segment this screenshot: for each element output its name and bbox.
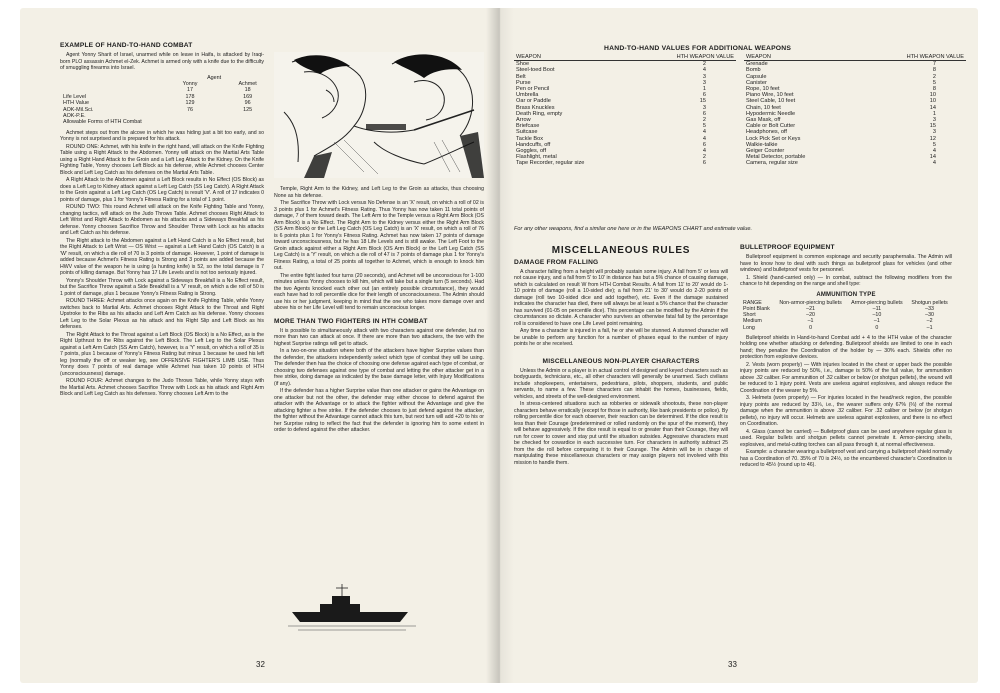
weapon-name: Briefcase bbox=[516, 123, 540, 130]
weapon-name: Tackle Box bbox=[516, 135, 544, 142]
weapon-name: Purse bbox=[516, 79, 531, 86]
left-page-number: 32 bbox=[256, 660, 265, 669]
ammo-cell: –21 bbox=[806, 305, 815, 312]
stats-achmet: 169 bbox=[243, 93, 253, 100]
ammo-cell: –11 bbox=[872, 305, 882, 312]
ammo-cell: –10 bbox=[872, 312, 882, 319]
paragraph: If the defender has a higher Surprise value than one attacker or gains the Advantage on one attacker but not the other, the defender may either choose to defend against the attacker with the Advantage or to attack the fighter without the Advantage and give the attacking fighter a free strike. If the defender chooses to just defend against the attacker, the fighter without the Advantage cannot attack this turn, but next turn will add +20 to his or her Surprise rating to reflect the fact that the defender is ignoring him to some extent in order to defend against the other attacker. bbox=[274, 388, 484, 433]
weapon-name: Suitcase bbox=[516, 129, 538, 136]
stats-agent-label: Agent bbox=[207, 74, 222, 81]
paragraph: The Sacrifice Throw with Lock versus No Defense is an 'X' result, on which a roll of 02 is 3 points plus 1 for Achmet's Fitness Rating. Thus Yonny has now taken 11 total points of damage, 7 of them toward death. The Left Arm to the Temple versus a Right Arm Block (OS Arm Block) is a No Effect. The Right Arm to the Kidney versus either the Right Arm Block (SS Arm Block) or the Left Leg Catch (OS Leg Catch) is an 'X' result, on which a roll of 76 is 6 points plus 1 for Yonny's Fitness Rating. Achmet has now taken 17 points of damage toward unconsciousness, but he has 18 Life Levels and is still awake. The Left Foot to the Groin attack against either a Right Arm Block (OS Arm Block) or the Left Leg Catch (SS Leg Catch) is a 'Y' result, on which a die roll of 47 is 7 points of damage plus 1 for Yonny's Fitness Rating, a total of 25 points all together to Achmet, which is enough to knock him out. bbox=[274, 200, 484, 271]
character-stats-table bbox=[60, 75, 264, 126]
bulletproof-body bbox=[740, 335, 952, 469]
weapon-name: Metal Detector, portable bbox=[746, 154, 806, 161]
stats-achmet: 96 bbox=[244, 100, 251, 107]
weapon-name: Belt bbox=[516, 73, 526, 80]
example-title: EXAMPLE OF HAND-TO-HAND COMBAT bbox=[60, 42, 193, 49]
paragraph: ROUND TWO: This round Achmet will attack on the Knife Fighting Table and Yonny, changing tactics, will attack on the Judo Throws Table. Achmet chooses Right Attack to Left Wrist and Right Attack to Abdomen as his attacks and a Sideways Breakfall as his defense. Yonny chooses Sacrifice Throw and Shoulder Throw with Lock as his attacks and Left Catch as his defense. bbox=[60, 204, 264, 237]
npc-body bbox=[514, 368, 728, 467]
stats-row bbox=[60, 119, 264, 125]
weapon-name: Lock Pick Set or Keys bbox=[746, 135, 801, 142]
weapon-value: 4 bbox=[932, 148, 936, 155]
stats-label: AOK-Mil.Sci. bbox=[63, 106, 94, 113]
weapon-value: 4 bbox=[932, 160, 936, 167]
right-page-number: 33 bbox=[728, 660, 737, 669]
weapon-value: 3 bbox=[702, 73, 706, 80]
stats-achmet bbox=[231, 119, 264, 125]
weapon-value: 7 bbox=[932, 61, 936, 68]
weapon-name: Grenade bbox=[746, 61, 768, 68]
boat-illustration bbox=[288, 582, 416, 634]
weapon-row bbox=[744, 160, 966, 166]
weapon-name: Arrow bbox=[516, 117, 531, 124]
weapon-value: 1 bbox=[932, 110, 936, 117]
weapon-name: Flashlight, metal bbox=[516, 154, 557, 161]
weapon-value: 15 bbox=[699, 98, 706, 105]
weapon-value: 1 bbox=[702, 86, 706, 93]
stats-col-yonny: Yonny bbox=[182, 80, 198, 87]
weapon-value: 5 bbox=[932, 141, 936, 148]
fighters-drawing bbox=[274, 52, 484, 178]
weapon-name: Canister bbox=[746, 79, 767, 86]
weapon-name: Death Ring, empty bbox=[516, 110, 563, 117]
ammo-header-cell: Shotgun pellets bbox=[911, 299, 948, 306]
paragraph: Yonny's Shoulder Throw with Lock against a Sideways Breakfall is a No Effect result, but the Sacrifice Throw against a Side Breakfall is a 'V' result, on which a die roll of 50 is 1 point of damage, plus 1 because Yonny's Fitness Rating is Strong. bbox=[60, 277, 264, 297]
paragraph: 2. Vests (worn properly) — With injuries located in the chest or upper back the possible injury points are reduced by 50%, i.e., damage is 50% of the full value, for ammunition above .32 caliber. For ammunition of .32 caliber or below (or shotgun pellets), the wound will be reduced to 1 injury point. Vests are useless against explosives, and always reduce the Coordination of the wearer by 5%. bbox=[740, 361, 952, 394]
weapon-name: Piano Wire, 10 feet bbox=[746, 92, 794, 99]
stats-yonny: 129 bbox=[185, 100, 195, 107]
weapon-value: 4 bbox=[702, 67, 706, 74]
section-more-fighters-title: MORE THAN TWO FIGHTERS IN HTH COMBAT bbox=[274, 317, 428, 325]
paragraph: Example: a character wearing a bulletproof vest and carrying a bulletproof shield normally has a Coordination of 70. 35% of 70 is 24½, so the encumbered character's Coordination is reduced to 45½ (round up to 46). bbox=[740, 449, 952, 469]
stats-spacer bbox=[204, 119, 231, 125]
section-more-fighters-body bbox=[274, 328, 484, 434]
weapon-name: Geiger Counter bbox=[746, 148, 785, 155]
ammo-cell: –1 bbox=[873, 318, 880, 325]
paragraph: 3. Helmets (worn properly) — For injuries located in the head/neck region, the possible injury points are reduced by 33⅓, i.e., the wearer suffers only 67% (⅔) of the normal damage when the ammunition is above .32 caliber. For .32 caliber or below (or shotgun pellets), no injury will occur. Helmets are useless against explosives, and there is no effect on Coordination. bbox=[740, 395, 952, 428]
ammo-cell: Long bbox=[743, 324, 755, 331]
ammo-cell: –20 bbox=[806, 312, 815, 319]
weapon-name: Headphones, off bbox=[746, 129, 787, 136]
weapon-name: Capsule bbox=[746, 73, 767, 80]
weapon-row bbox=[744, 61, 966, 68]
weapon-name: Rope, 10 feet bbox=[746, 86, 780, 93]
weapon-name: Shoe bbox=[516, 61, 530, 68]
weapon-row bbox=[514, 160, 736, 166]
weapon-value: 14 bbox=[929, 104, 936, 111]
weapons-table-note: For any other weapons, find a similar one here or in the WEAPONS CHART and estimate value. bbox=[514, 226, 753, 232]
paragraph: 4. Glass (cannot be carried) — Bulletproof glass can be used anywhere regular glass is used. Regular bullets and shotgun pellets cannot penetrate it. Armor-piercing shells, explosives, and metal-cutting torches can all pass through it, at normal effectiveness. bbox=[740, 428, 952, 448]
weapons-right-header bbox=[744, 54, 966, 61]
weapon-name: Walkie-talkie bbox=[746, 141, 778, 148]
weapons-right-header-value: HTH WEAPON VALUE bbox=[857, 54, 966, 61]
stats-achmet: 125 bbox=[243, 106, 253, 113]
weapon-value: 15 bbox=[929, 123, 936, 130]
paragraph: ROUND ONE: Achmet, with his knife in the right hand, will attack on the Knife Fighting Table using a Right Attack to the Abdomen. Yonny will attack on the Martial Arts Table using a Right Hand Attack to the Groin and a Left Leg Attack to the Kidney. On the Knife Fighting Table, Yonny chooses Left Block as his defense, while Achmet chooses Center Block and Left Leg Catch as his defenses on the Martial Arts Table. bbox=[60, 143, 264, 176]
stats-yonny: 76 bbox=[187, 106, 194, 113]
weapon-name: Oar or Paddle bbox=[516, 98, 551, 105]
weapons-table-title: HAND-TO-HAND VALUES FOR ADDITIONAL WEAPONS bbox=[604, 45, 792, 52]
paragraph: In a two-on-one situation where both of the attackers have higher Surprise values than the defender, the attackers independently select which type of combat they will be using. The defender then has the choice of choosing one defense against each type of combat, or choosing two defenses against one type of combat and letting the other attacker get in a free strike, doing damage as indicated by the base damage letter, with Injury Modifications (if any). bbox=[274, 348, 484, 387]
weapon-name: Goggles, off bbox=[516, 148, 547, 155]
weapon-row bbox=[514, 61, 736, 68]
paragraph: A Right Attack to the Abdomen against a Left Block results in No Effect (OS Block) as does a Left Leg to Kidney attack against a Left Leg Catch (SS Leg Catch). A Right Attack to the Groin against a Left Leg Catch (OS Leg Catch) is result 'V'. A roll of 17 indicates 0 points of damage, plus 1 for Yonny's Fitness Rating for a total of 1 point. bbox=[60, 177, 264, 203]
falling-title: DAMAGE FROM FALLING bbox=[514, 258, 599, 266]
weapon-value: 2 bbox=[932, 73, 936, 80]
example-intro: Agent Yonny Sharit of Israel, unarmed while on leave in Haifa, is attacked by Iraqi-born PLO assassin Achmet el-Zek. Achmet is armed only with a knife due to the difficulty of smuggling firearms into Israel. bbox=[60, 52, 264, 71]
weapon-name: Hypodermic Needle bbox=[746, 110, 796, 117]
paragraph: Unless the Admin or a player is in actual control of designed and keyed characters such as bodyguards, technicians, etc., all other characters will generally be unarmed. Such civilians include shopkeepers, entertainers, pedestrians, pilots, shoppers, students, and public servants, to name a few. These characters can inhabit the homes, businesses, fields, vehicles, and streets of the well-designed environment. bbox=[514, 367, 728, 400]
paragraph: Temple, Right Arm to the Kidney, and Left Leg to the Groin as attacks, thus choosing None as his defense. bbox=[274, 186, 484, 199]
weapon-value: 5 bbox=[932, 79, 936, 86]
left-page bbox=[20, 8, 500, 683]
weapon-value: 3 bbox=[932, 117, 936, 124]
paragraph: Bulletproof shields in Hand-to-hand Combat add + 4 to the HTH value of the character holding one whether attacking or defending. Bulletproof shields are limited to one in each hand; they penalize the Coordination of the holder by — 30% each. Shields offer no protection from explosive devices. bbox=[740, 334, 952, 361]
weapon-name: Gas Mask, off bbox=[746, 117, 781, 124]
paragraph: It is possible to simultaneously attack with two characters against one defender, but no more than two can attack at once. If there are more than two attackers, the two with the highest Surprise ratings will get to attack. bbox=[274, 327, 484, 347]
weapon-name: Cable or Bolt Cutter bbox=[746, 123, 796, 130]
left-column-1 bbox=[60, 42, 264, 399]
paragraph: The Right Attack to the Throat against a Left Block (OS Block) is a No Effect, as is the Right Upthrust to the Ribs against the Left Block. The Left Leg to the Solar Plexus against a Left Arm Catch (SS Arm Catch), however, is a 'Y' result, on which a roll of 35 is 7 points, plus 1 because of Yonny's Fitness Rating but minus 1 because he used his left leg (normally the off or weaker leg, see OFFENSIVE FIGHTER'S LIMB USE. Thus Yonny does 7 points of real damage while Achmet has taken 10 points of HTH (unconsciousness) damage. bbox=[60, 331, 264, 377]
weapon-value: 2 bbox=[702, 117, 706, 124]
left-column-2-body bbox=[274, 186, 484, 312]
npc-title: MISCELLANEOUS NON-PLAYER CHARACTERS bbox=[542, 357, 700, 365]
weapon-name: Tape Recorder, regular size bbox=[516, 160, 585, 167]
paragraph: ROUND FOUR: Achmet changes to the Judo Throws Table, while Yonny stays with the Martial Arts. Achmet chooses Sacrifice Throw with Lock as his attack and Right Arm Block and Left Leg Catch as his defenses. Yonny chooses Left Arm to the bbox=[60, 378, 264, 398]
weapon-value: 3 bbox=[932, 129, 936, 136]
ammo-title: AMMUNITION TYPE bbox=[816, 291, 876, 298]
stats-yonny bbox=[176, 119, 204, 125]
weapon-name: Handcuffs, off bbox=[516, 141, 551, 148]
weapon-value: 3 bbox=[702, 79, 706, 86]
weapon-value: 6 bbox=[702, 110, 706, 117]
ammo-table bbox=[740, 300, 952, 331]
ammo-cell: 0 bbox=[875, 324, 879, 331]
paragraph: In stress-centered situations such as robberies or sidewalk shootouts, these non-player characters behave erratically (except for those in authority, like bank presidents or police). By rolling percentile dice for each observer, their reaction can be determined. If the dice result is less than their Courage (predetermined or rolled randomly on the spur of the moment), they will behave aggressively. If the dice result is equal to or greater than their Courage, they will run for cover to cower and stay put until the situation subsides. Aggressive characters must be checked for cowardice in each successive turn. For characters in authority subtract 25 from the die roll before comparing it to their Courage. The Admin will be in charge of manipulating these miscellaneous characters or may assign players not involved with this mission to handle them. bbox=[514, 401, 728, 466]
ammo-header-cell: Armor-piercing bullets bbox=[851, 299, 903, 306]
weapon-value: 8 bbox=[932, 67, 936, 74]
stats-label: Life Level bbox=[63, 93, 87, 100]
weapon-value: 2 bbox=[702, 61, 706, 68]
weapon-value: 12 bbox=[929, 135, 936, 142]
stats-yonny: 17 bbox=[187, 87, 194, 94]
weapons-left-header-weapon: WEAPON bbox=[514, 54, 634, 61]
weapon-value: 4 bbox=[702, 129, 706, 136]
right-column-1 bbox=[514, 240, 728, 467]
stats-col-achmet: Achmet bbox=[238, 80, 257, 87]
ammo-header-cell: RANGE bbox=[743, 299, 762, 306]
weapons-left-header-value: HTH WEAPON VALUE bbox=[634, 54, 736, 61]
weapon-name: Umbrella bbox=[516, 92, 539, 99]
stats-achmet: 18 bbox=[244, 87, 251, 94]
stats-label: HTH Value bbox=[63, 100, 89, 107]
falling-body bbox=[514, 269, 728, 348]
weapon-value: 3 bbox=[702, 104, 706, 111]
ammo-cell: Point Blank bbox=[743, 305, 770, 312]
right-page bbox=[500, 8, 978, 683]
weapon-name: Steel Cable, 10 feet bbox=[746, 98, 796, 105]
weapon-value: 6 bbox=[702, 160, 706, 167]
weapon-value: 4 bbox=[702, 135, 706, 142]
weapon-value: 2 bbox=[702, 154, 706, 161]
weapons-right-header-weapon: WEAPON bbox=[744, 54, 857, 61]
bulletproof-item-1: 1. Shield (hand-carried only) — In combat, subtract the following modifiers from the chance to hit depending on the range and shell type: bbox=[740, 274, 952, 287]
paragraph: Achmet steps out from the alcove in which he was hiding just a bit too early, and so Yonny is not surprised and is prepared for his attack. bbox=[60, 129, 264, 143]
stats-yonny: 178 bbox=[185, 93, 195, 100]
weapon-value: 5 bbox=[702, 123, 706, 130]
paragraph: A character falling from a height will probably sustain some injury. A fall from 5' or less will not cause injury, and a fall from 5' to 10' in distance has but a 5% chance of causing damage, which is calculated on result W from HTH Combat Results. A fall from 11' to 20' would do 1-10 points of damage (roll a 10-sided die); a fall from 21' to 30' would do 2-20 points of damage (roll two 10-sided dice and add together), etc. Even if the damage sustained indicates the character has died, there will always be at least a 5% chance that the character has survived (01-05 on percentile dice). This percentage can be modified by the Admin if the circumstances so dictate. A character who survives an otherwise fatal fall by the percentage roll is considered to have one Life Level point remaining. bbox=[514, 268, 728, 327]
combat-illustration bbox=[274, 52, 484, 178]
weapon-name: Brass Knuckles bbox=[516, 104, 555, 111]
weapon-value: 4 bbox=[702, 148, 706, 155]
bulletproof-intro: Bulletproof equipment is common espionage and security paraphernalia. The Admin will have to know how to deal with such things as bulletproof glass for vehicles (and other windows) and bulletproof vests for personnel. bbox=[740, 254, 952, 273]
right-column-2 bbox=[740, 242, 952, 470]
weapon-name: Steel-toed Boot bbox=[516, 67, 555, 74]
weapon-name: Pen or Pencil bbox=[516, 86, 550, 93]
boat-drawing bbox=[288, 582, 416, 634]
ammo-cell: –33 bbox=[925, 305, 934, 312]
stats-label: Allowable Forms of HTH Combat bbox=[63, 119, 142, 126]
ammo-cell: 0 bbox=[809, 324, 813, 331]
weapon-value: 10 bbox=[929, 92, 936, 99]
ammo-cell: Short bbox=[743, 312, 756, 319]
paragraph: Any time a character is injured in a fall, he or she will be stunned. A stunned character will be unable to perform any function for a number of phases equal to the number of injury points he or she received. bbox=[514, 328, 728, 347]
paragraph: The entire fight lasted four turns (20 seconds), and Achmet will be unconscious for 1-100 minutes unless Yonny chooses to kill him, which will take but a single turn (5 seconds). Had the two Agents knocked each other out (an entirely possible circumstance), they would each have had to roll percentile dice for their length of unconsciousness. The Admin should use his or her judgment, keeping in mind that the one who takes more damage over and above his or her Life Level will tend to remain unconscious longer. bbox=[274, 272, 484, 311]
ammo-cell: Medium bbox=[743, 318, 762, 325]
weapon-value: 6 bbox=[702, 141, 706, 148]
weapon-value: 6 bbox=[702, 92, 706, 99]
bulletproof-title: BULLETPROOF EQUIPMENT bbox=[740, 244, 835, 251]
misc-rules-title: MISCELLANEOUS RULES bbox=[551, 245, 691, 256]
ammo-cell: –2 bbox=[926, 318, 933, 325]
ammo-cell: –30 bbox=[925, 312, 934, 319]
weapons-table-left bbox=[514, 54, 736, 167]
weapon-name: Bomb bbox=[746, 67, 761, 74]
weapon-value: 10 bbox=[929, 98, 936, 105]
weapon-name: Camera, regular size bbox=[746, 160, 798, 167]
ammo-row bbox=[740, 325, 952, 331]
ammo-cell: –1 bbox=[807, 318, 814, 325]
ammo-header-cell: Non-armor-piercing bullets bbox=[779, 299, 842, 306]
weapon-value: 8 bbox=[932, 86, 936, 93]
stats-label: AOK-P.E. bbox=[63, 112, 86, 119]
weapon-name: Chain, 10 feet bbox=[746, 104, 781, 111]
paragraph: The Right attack to the Abdomen against a Left Hand Catch is a No Effect result, but the Right Attack to Left Wrist — OS Wrist — against a Left Hand Catch (OS Catch) is a 'W' result, on which a die roll of 70 is 3 points of damage. However, 1 point of damage is added because Achmet's Fitness Rating is Strong and 3 points are added because the HWV value of the weapon he is using (a hunting knife) is 52, so the total damage is 7 points of killing damage. But Yonny has 17 Life Levels and is not too seriously injured. bbox=[60, 237, 264, 277]
weapons-left-header bbox=[514, 54, 736, 61]
paragraph: ROUND THREE: Achmet attacks once again on the Knife Fighting Table, while Yonny switches back to Martial Arts. Achmet chooses Right Attack to the Throat and Right Upstroke to the Ribs as his attacks and Left Arm Catch as his defense. Yonny chooses Left Leg to the Solar Plexus as his attack and his Right Slip and Left Block as his defenses. bbox=[60, 298, 264, 331]
left-column-2 bbox=[274, 186, 484, 435]
weapons-table-right bbox=[744, 54, 966, 167]
ammo-cell: –1 bbox=[926, 324, 933, 331]
weapon-value: 14 bbox=[929, 154, 936, 161]
left-column-1-body bbox=[60, 130, 264, 398]
